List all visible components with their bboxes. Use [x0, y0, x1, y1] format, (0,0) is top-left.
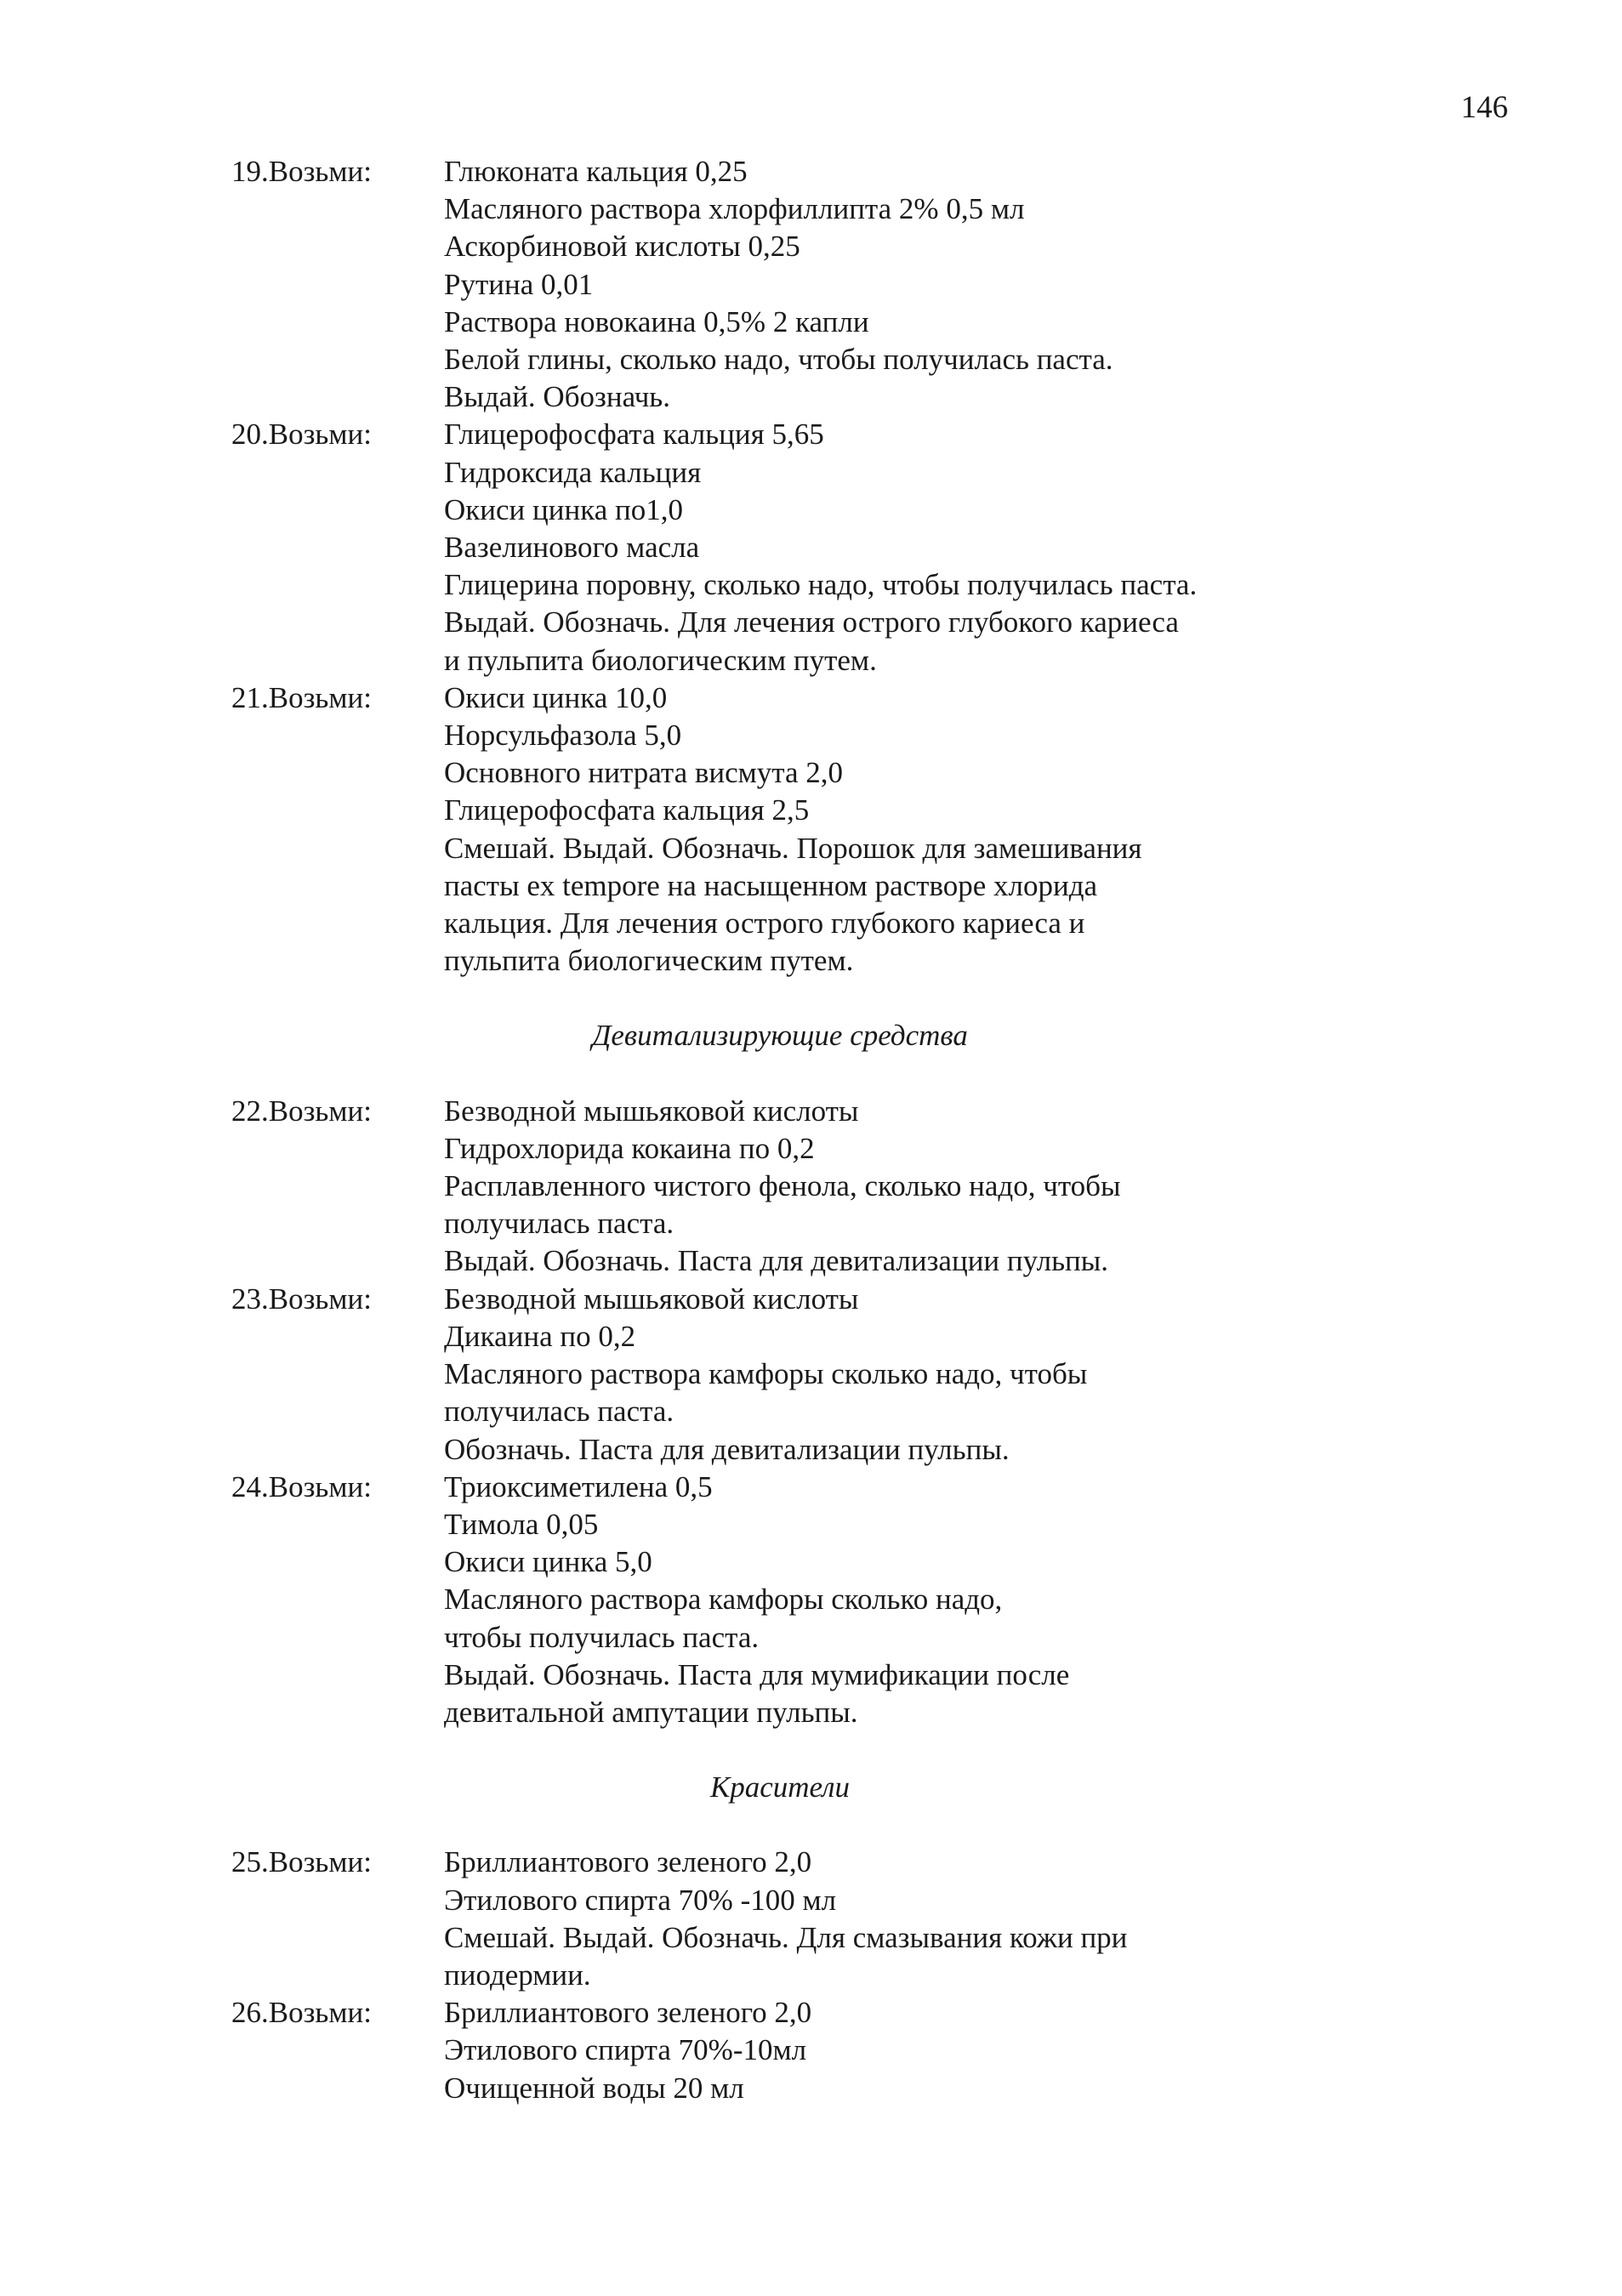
recipe-line: Масляного раствора хлорфиллипта 2% 0,5 мл	[444, 192, 1025, 226]
recipe-line: Обозначь. Паста для девитализации пульпы.	[444, 1432, 1010, 1466]
recipe-ingredients	[444, 1844, 1422, 1994]
recipe-line: девитальной ампутации пульпы.	[444, 1695, 858, 1729]
recipe-entry	[231, 153, 1422, 416]
recipe-number-label: 19.Возьми:	[231, 155, 372, 188]
recipe-entry	[231, 1469, 1422, 1731]
section-heading: Девитализирующие средства	[592, 1019, 968, 1053]
section-spacer	[231, 980, 1422, 1017]
recipe-ingredients	[444, 416, 1422, 679]
recipe-ingredients	[444, 679, 1422, 980]
recipe-line: пульпита биологическим путем.	[444, 944, 854, 978]
section-spacer	[231, 1055, 1422, 1093]
recipe-line: Бриллиантового зеленого 2,0	[444, 1845, 812, 1879]
recipe-line: чтобы получилась паста.	[444, 1620, 760, 1654]
recipe-line: и пульпита биологическим путем.	[444, 643, 877, 677]
page-number: 146	[1460, 90, 1508, 125]
recipe-number-label: 26.Возьми:	[231, 1996, 372, 2030]
recipe-line: Масляного раствора камфоры сколько надо,	[444, 1583, 1003, 1617]
recipe-line: Окиси цинка 10,0	[444, 680, 668, 714]
section-heading: Красители	[710, 1770, 850, 1804]
recipe-line: получилась паста.	[444, 1395, 674, 1429]
recipe-line: Триоксиметилена 0,5	[444, 1469, 713, 1503]
recipe-number-label: 24.Возьми:	[231, 1469, 372, 1503]
recipe-line: Глицерофосфата кальция 2,5	[444, 793, 810, 827]
recipe-line: Выдай. Обозначь.	[444, 380, 671, 414]
recipe-line: Глюконата кальция 0,25	[444, 155, 748, 188]
recipe-entry	[231, 679, 1422, 980]
recipe-number-label: 25.Возьми:	[231, 1845, 372, 1879]
recipe-entry	[231, 1994, 1422, 2107]
recipe-line: Норсульфазола 5,0	[444, 719, 682, 753]
recipe-number-label: 20.Возьми:	[231, 418, 372, 452]
recipe-number-label: 22.Возьми:	[231, 1094, 372, 1128]
recipe-entry	[231, 416, 1422, 679]
recipe-number-label: 21.Возьми:	[231, 680, 372, 714]
recipe-line: Рутина 0,01	[444, 267, 594, 301]
recipe-line: пиодермии.	[444, 1958, 591, 1992]
section-spacer	[231, 1731, 1422, 1769]
recipe-line: Гидроксида кальция	[444, 455, 702, 489]
recipe-line: Аскорбиновой кислоты 0,25	[444, 230, 800, 264]
recipe-line: получилась паста.	[444, 1207, 674, 1241]
recipe-ingredients	[444, 1093, 1422, 1281]
recipe-line: кальция. Для лечения острого глубокого кариеса и	[444, 906, 1085, 941]
recipe-line: Выдай. Обозначь. Паста для мумификации после	[444, 1657, 1070, 1691]
recipe-entry	[231, 1281, 1422, 1469]
recipe-line: пасты ex tempore на насыщенном растворе хлорида	[444, 868, 1098, 902]
recipe-line: Смешай. Выдай. Обозначь. Порошок для замешивания	[444, 831, 1142, 865]
recipe-line: Масляного раствора камфоры сколько надо, чтобы	[444, 1357, 1088, 1391]
recipe-line: Глицерофосфата кальция 5,65	[444, 418, 824, 452]
recipe-ingredients	[444, 1994, 1422, 2107]
recipe-line: Выдай. Обозначь. Паста для девитализации пульпы.	[444, 1244, 1109, 1278]
recipe-line: Смешай. Выдай. Обозначь. Для смазывания кожи при	[444, 1920, 1128, 1954]
recipe-line: Гидрохлорида кокаина по 0,2	[444, 1131, 815, 1165]
recipe-line: Очищенной воды 20 мл	[444, 2071, 744, 2105]
recipe-ingredients	[444, 1281, 1422, 1469]
recipe-line: Тимола 0,05	[444, 1507, 599, 1541]
recipe-line: Расплавленного чистого фенола, сколько надо, чтобы	[444, 1169, 1121, 1203]
recipe-line: Безводной мышьяковой кислоты	[444, 1094, 859, 1128]
recipe-number-label: 23.Возьми:	[231, 1282, 372, 1316]
recipe-entry	[231, 1844, 1422, 1994]
recipe-line: Выдай. Обозначь. Для лечения острого глубокого кариеса	[444, 605, 1179, 639]
recipe-line: Дикаина по 0,2	[444, 1319, 636, 1353]
recipe-ingredients	[444, 1469, 1422, 1731]
recipe-line: Окиси цинка 5,0	[444, 1545, 652, 1579]
recipe-line: Глицерина поровну, сколько надо, чтобы получилась паста.	[444, 568, 1198, 602]
recipe-ingredients	[444, 153, 1422, 416]
recipe-line: Основного нитрата висмута 2,0	[444, 756, 844, 790]
recipe-line: Раствора новокаина 0,5% 2 капли	[444, 304, 869, 338]
section-spacer	[231, 1806, 1422, 1844]
document-body	[231, 153, 1422, 2107]
recipe-line: Белой глины, сколько надо, чтобы получилась паста.	[444, 343, 1113, 377]
recipe-line: Этилового спирта 70% -100 мл	[444, 1883, 837, 1917]
recipe-line: Бриллиантового зеленого 2,0	[444, 1996, 812, 2030]
recipe-line: Вазелинового масла	[444, 531, 700, 565]
recipe-line: Безводной мышьяковой кислоты	[444, 1282, 859, 1316]
recipe-line: Этилового спирта 70%-10мл	[444, 2033, 807, 2067]
recipe-entry	[231, 1093, 1422, 1281]
recipe-line: Окиси цинка по1,0	[444, 492, 683, 526]
